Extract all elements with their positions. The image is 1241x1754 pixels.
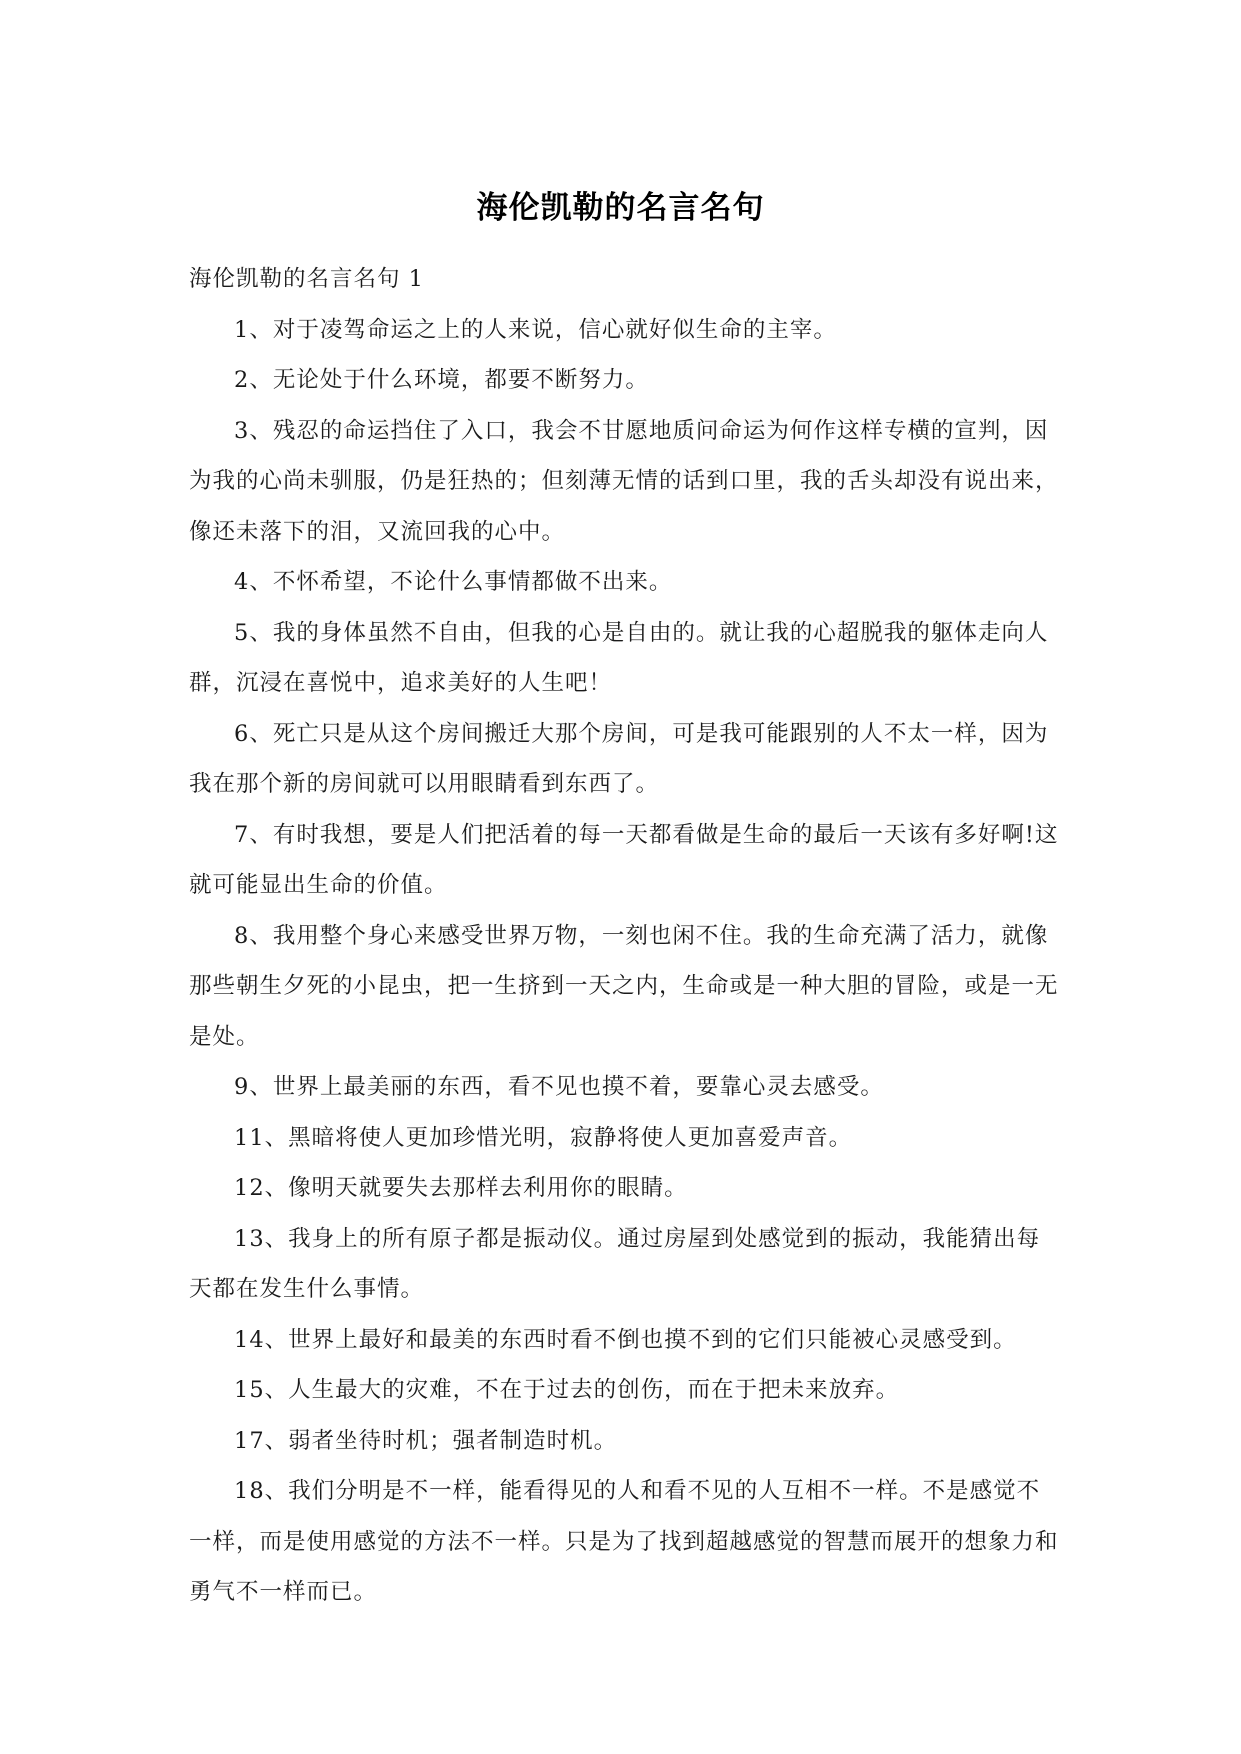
- section-heading: 海伦凯勒的名言名句 1: [189, 266, 424, 292]
- quote-paragraph: 11、黑暗将使人更加珍惜光明，寂静将使人更加喜爱声音。: [234, 1124, 853, 1151]
- quote-paragraph: 3、残忍的命运挡住了入口，我会不甘愿地质问命运为何作这样专横的宣判，因为我的心尚未驯服，仍是狂热的；但刻薄无情的话到口里，我的舌头却没有说出来，像还未落下的泪，又流回我的心中。: [189, 417, 1059, 545]
- quote-paragraph: 6、死亡只是从这个房间搬迁大那个房间，可是我可能跟别的人不太一样，因为我在那个新的房间就可以用眼睛看到东西了。: [189, 720, 1049, 797]
- document-title: 海伦凯勒的名言名句: [476, 190, 765, 226]
- quote-paragraph: 7、有时我想，要是人们把活着的每一天都看做是生命的最后一天该有多好啊!这就可能显出生命的价值。: [189, 821, 1059, 898]
- quote-paragraph: 1、对于凌驾命运之上的人来说，信心就好似生命的主宰。: [234, 316, 837, 343]
- quote-paragraph: 13、我身上的所有原子都是振动仪。通过房屋到处感觉到的振动，我能猜出每天都在发生什么事情。: [189, 1225, 1041, 1302]
- quote-paragraph: 4、不怀希望，不论什么事情都做不出来。: [234, 569, 673, 595]
- quote-paragraph: 15、人生最大的灾难，不在于过去的创伤，而在于把未来放弃。: [234, 1377, 900, 1403]
- quote-paragraph: 14、世界上最好和最美的东西时看不倒也摸不到的它们只能被心灵感受到。: [234, 1326, 1017, 1353]
- quote-paragraph: 2、无论处于什么环境，都要不断努力。: [234, 367, 649, 393]
- quote-paragraph: 18、我们分明是不一样，能看得见的人和看不见的人互相不一样。不是感觉不一样，而是使用感觉的方法不一样。只是为了找到超越感觉的智慧而展开的想象力和勇气不一样而已。: [189, 1478, 1059, 1605]
- document-body: [189, 254, 1059, 1618]
- quote-paragraph: 5、我的身体虽然不自由，但我的心是自由的。就让我的心超脱我的躯体走向人群，沉浸在喜悦中，追求美好的人生吧！: [189, 619, 1049, 696]
- quote-paragraph: 8、我用整个身心来感受世界万物，一刻也闲不住。我的生命充满了活力，就像那些朝生夕死的小昆虫，把一生挤到一天之内，生命或是一种大胆的冒险，或是一无是处。: [189, 922, 1059, 1050]
- quote-paragraph: 12、像明天就要失去那样去利用你的眼睛。: [234, 1175, 688, 1201]
- quote-paragraph: 17、弱者坐待时机；强者制造时机。: [234, 1427, 618, 1454]
- quote-paragraph: 9、世界上最美丽的东西，看不见也摸不着，要靠心灵去感受。: [234, 1074, 884, 1100]
